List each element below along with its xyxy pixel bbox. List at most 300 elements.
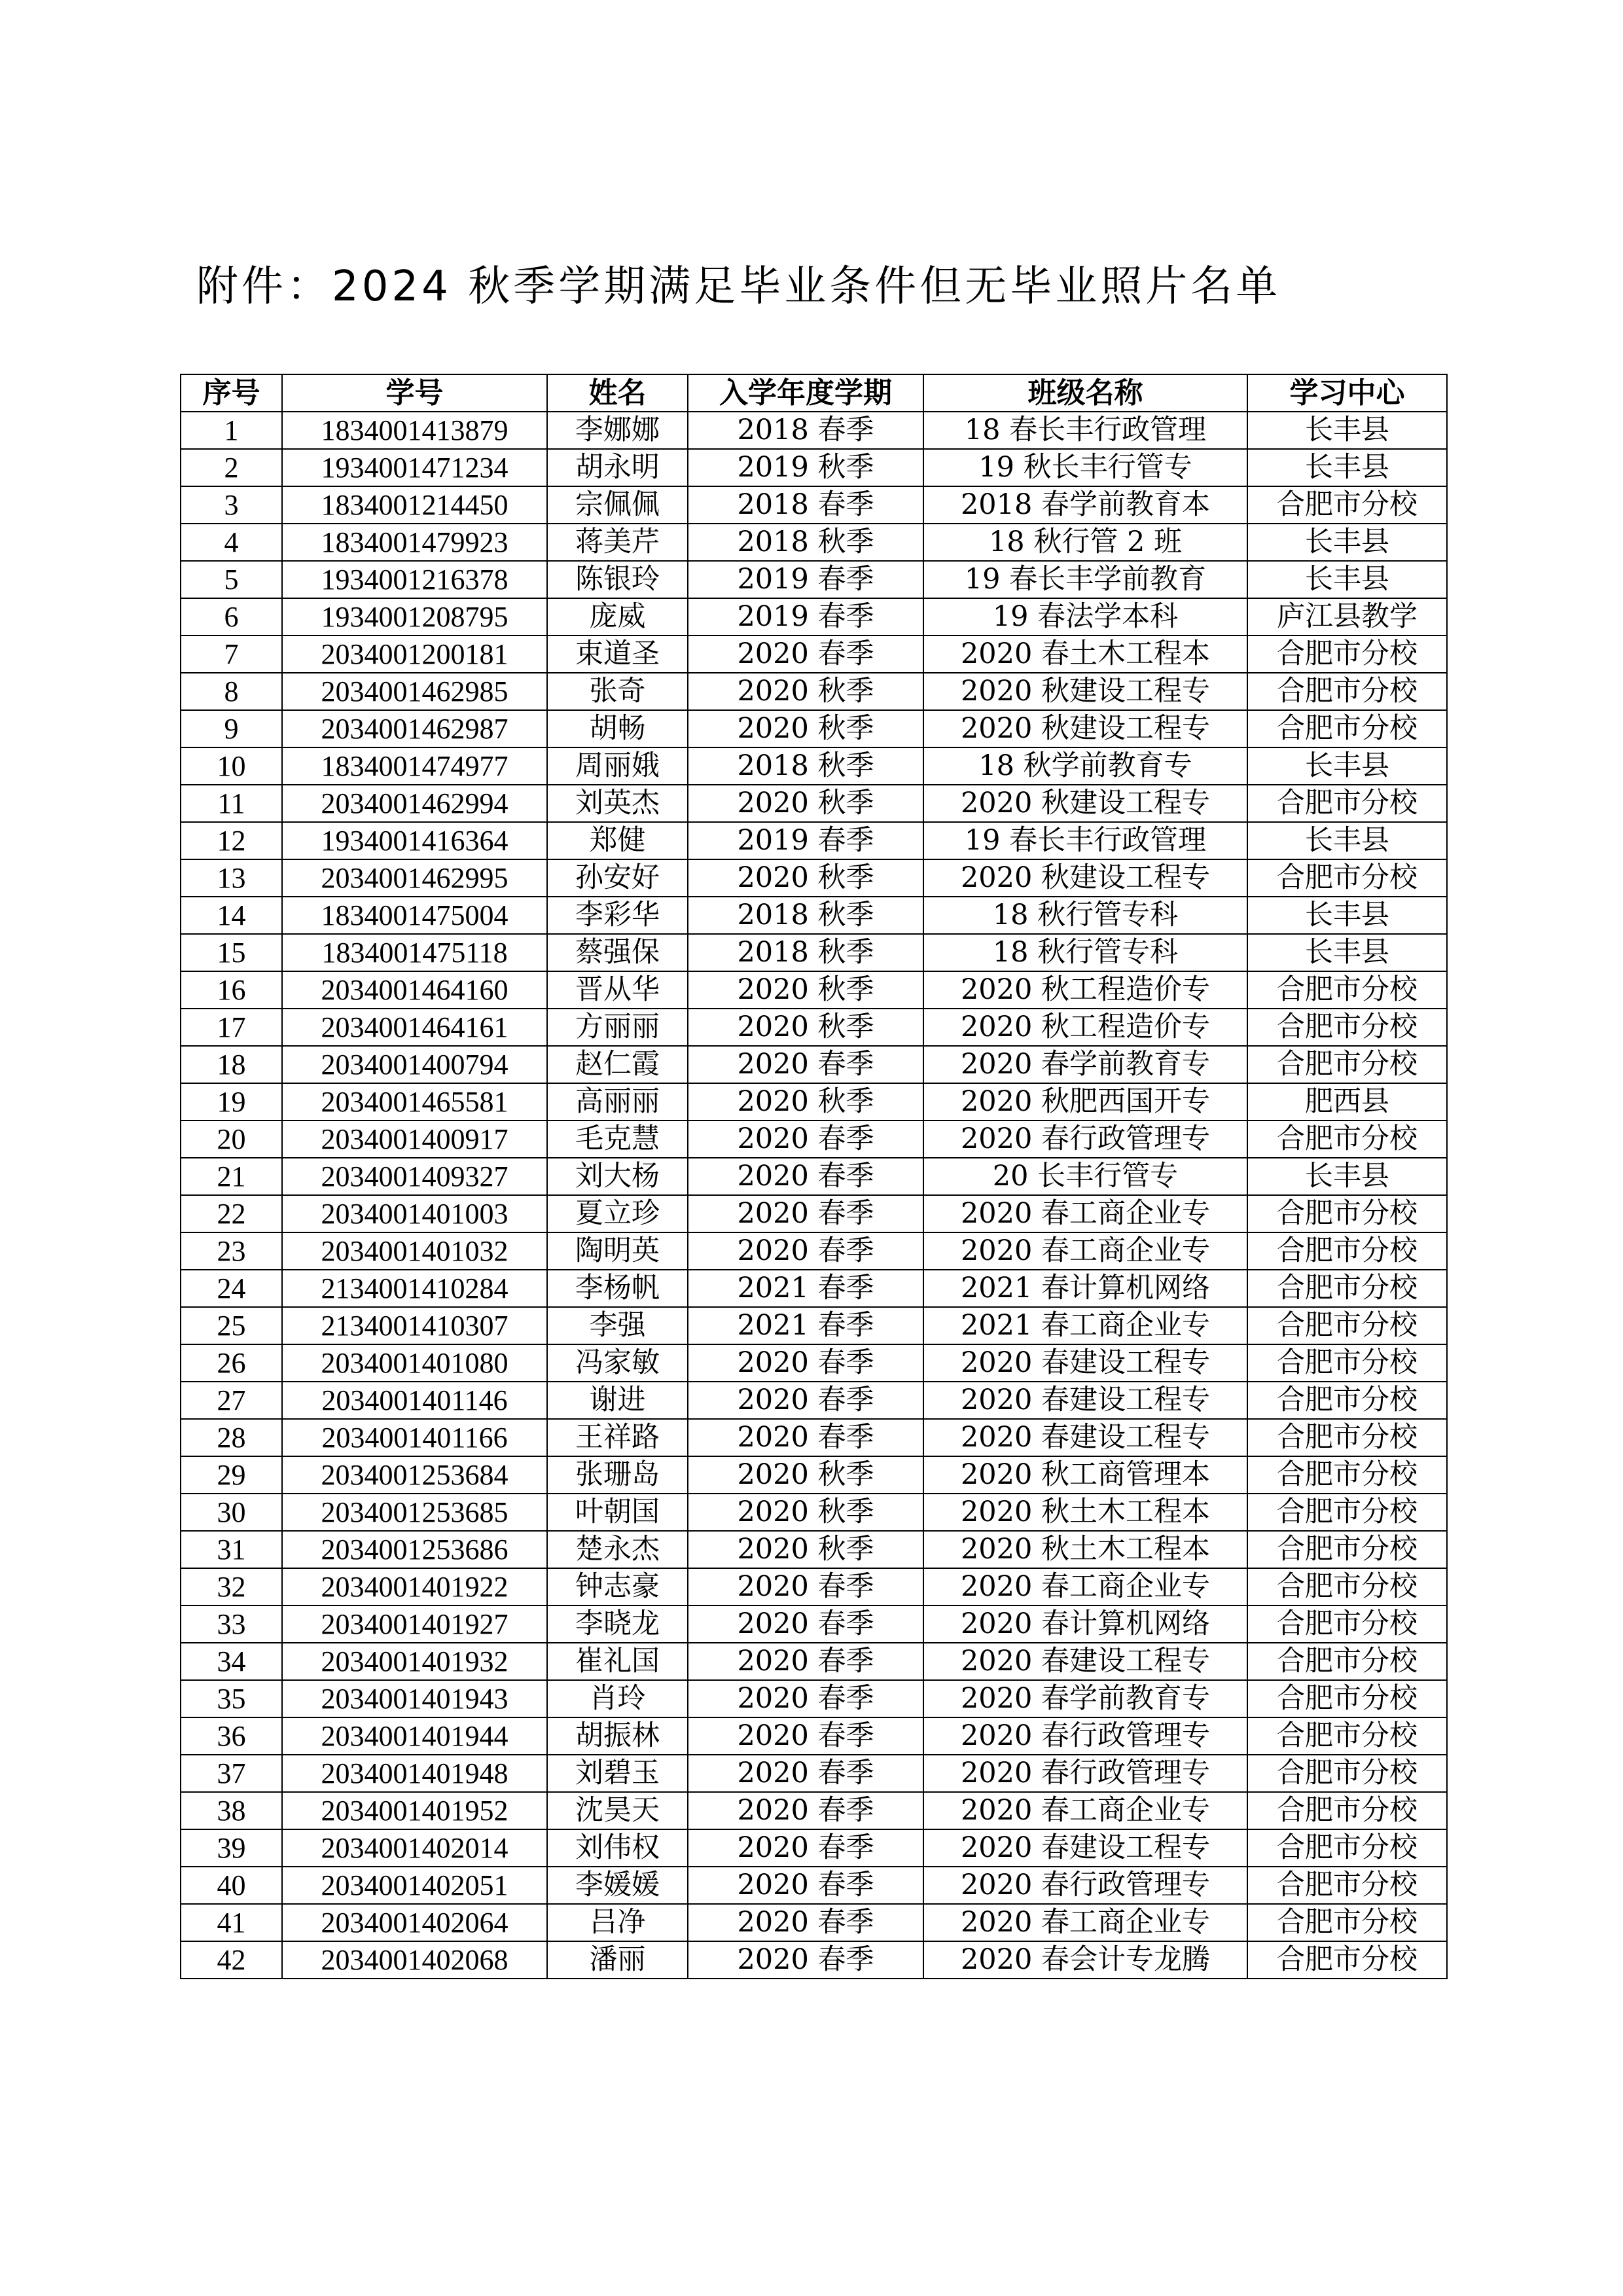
cell-student-id: 2034001465581 xyxy=(282,1083,547,1121)
cell-index: 8 xyxy=(181,673,282,710)
cell-class-name: 18 秋行管 2 班 xyxy=(923,524,1247,561)
table-row xyxy=(181,1941,1447,1979)
cell-name: 李杨帆 xyxy=(547,1270,688,1307)
cell-index: 21 xyxy=(181,1158,282,1195)
cell-index: 20 xyxy=(181,1121,282,1158)
cell-enrollment-term: 2020 春季 xyxy=(688,1605,923,1643)
cell-index: 38 xyxy=(181,1792,282,1829)
cell-learning-center: 合肥市分校 xyxy=(1247,1009,1447,1046)
cell-class-name: 2020 春计算机网络 xyxy=(923,1605,1247,1643)
cell-name: 李强 xyxy=(547,1307,688,1344)
cell-learning-center: 合肥市分校 xyxy=(1247,710,1447,747)
cell-name: 蒋美芹 xyxy=(547,524,688,561)
table-row xyxy=(181,1867,1447,1904)
table-row xyxy=(181,598,1447,636)
cell-learning-center: 合肥市分校 xyxy=(1247,1344,1447,1382)
cell-class-name: 2020 春土木工程本 xyxy=(923,636,1247,673)
table-row xyxy=(181,747,1447,785)
cell-class-name: 2020 秋建设工程专 xyxy=(923,710,1247,747)
cell-index: 9 xyxy=(181,710,282,747)
cell-class-name: 19 秋长丰行管专 xyxy=(923,449,1247,486)
cell-name: 胡永明 xyxy=(547,449,688,486)
cell-student-id: 2034001253684 xyxy=(282,1456,547,1494)
cell-enrollment-term: 2018 秋季 xyxy=(688,747,923,785)
table-row xyxy=(181,1419,1447,1456)
table-row xyxy=(181,1158,1447,1195)
cell-student-id: 2034001401927 xyxy=(282,1605,547,1643)
cell-learning-center: 合肥市分校 xyxy=(1247,1904,1447,1941)
cell-student-id: 2034001462987 xyxy=(282,710,547,747)
cell-enrollment-term: 2020 春季 xyxy=(688,1344,923,1382)
cell-learning-center: 合肥市分校 xyxy=(1247,1046,1447,1083)
cell-index: 42 xyxy=(181,1941,282,1979)
cell-class-name: 2020 秋土木工程本 xyxy=(923,1494,1247,1531)
cell-class-name: 18 春长丰行政管理 xyxy=(923,412,1247,449)
cell-learning-center: 合肥市分校 xyxy=(1247,1456,1447,1494)
cell-learning-center: 合肥市分校 xyxy=(1247,1680,1447,1717)
header-learning-center: 学习中心 xyxy=(1247,374,1447,412)
cell-name: 胡振林 xyxy=(547,1717,688,1755)
cell-name: 叶朝国 xyxy=(547,1494,688,1531)
cell-index: 16 xyxy=(181,971,282,1009)
cell-enrollment-term: 2020 春季 xyxy=(688,1941,923,1979)
cell-class-name: 2020 春工商企业专 xyxy=(923,1792,1247,1829)
cell-enrollment-term: 2020 秋季 xyxy=(688,710,923,747)
cell-enrollment-term: 2020 秋季 xyxy=(688,971,923,1009)
cell-name: 晋从华 xyxy=(547,971,688,1009)
cell-student-id: 2034001400917 xyxy=(282,1121,547,1158)
cell-enrollment-term: 2020 秋季 xyxy=(688,673,923,710)
cell-learning-center: 长丰县 xyxy=(1247,897,1447,934)
table-row xyxy=(181,486,1447,524)
cell-index: 1 xyxy=(181,412,282,449)
table-row xyxy=(181,1494,1447,1531)
cell-learning-center: 合肥市分校 xyxy=(1247,1755,1447,1792)
cell-class-name: 2020 春建设工程专 xyxy=(923,1829,1247,1867)
cell-name: 方丽丽 xyxy=(547,1009,688,1046)
cell-student-id: 2034001401922 xyxy=(282,1568,547,1605)
cell-learning-center: 长丰县 xyxy=(1247,1158,1447,1195)
cell-student-id: 2034001464161 xyxy=(282,1009,547,1046)
cell-index: 37 xyxy=(181,1755,282,1792)
header-name: 姓名 xyxy=(547,374,688,412)
cell-student-id: 1834001474977 xyxy=(282,747,547,785)
header-student-id: 学号 xyxy=(282,374,547,412)
cell-student-id: 1834001479923 xyxy=(282,524,547,561)
cell-learning-center: 长丰县 xyxy=(1247,524,1447,561)
table-row xyxy=(181,1307,1447,1344)
cell-index: 30 xyxy=(181,1494,282,1531)
cell-enrollment-term: 2020 春季 xyxy=(688,1755,923,1792)
cell-learning-center: 长丰县 xyxy=(1247,561,1447,598)
cell-student-id: 2034001462985 xyxy=(282,673,547,710)
cell-enrollment-term: 2020 春季 xyxy=(688,1643,923,1680)
graduate-roster-table xyxy=(180,374,1448,1979)
cell-name: 李娜娜 xyxy=(547,412,688,449)
cell-name: 冯家敏 xyxy=(547,1344,688,1382)
table-row xyxy=(181,636,1447,673)
cell-learning-center: 合肥市分校 xyxy=(1247,486,1447,524)
cell-student-id: 1934001416364 xyxy=(282,822,547,859)
cell-enrollment-term: 2020 秋季 xyxy=(688,785,923,822)
cell-class-name: 2020 春行政管理专 xyxy=(923,1867,1247,1904)
table-row xyxy=(181,1829,1447,1867)
cell-learning-center: 合肥市分校 xyxy=(1247,1717,1447,1755)
cell-learning-center: 合肥市分校 xyxy=(1247,785,1447,822)
cell-enrollment-term: 2020 春季 xyxy=(688,1382,923,1419)
cell-name: 沈昊天 xyxy=(547,1792,688,1829)
cell-enrollment-term: 2018 春季 xyxy=(688,486,923,524)
cell-class-name: 2020 秋建设工程专 xyxy=(923,673,1247,710)
cell-student-id: 2034001402068 xyxy=(282,1941,547,1979)
table-row xyxy=(181,1382,1447,1419)
table-row xyxy=(181,1605,1447,1643)
cell-class-name: 19 春长丰行政管理 xyxy=(923,822,1247,859)
cell-class-name: 2020 春建设工程专 xyxy=(923,1643,1247,1680)
cell-index: 41 xyxy=(181,1904,282,1941)
cell-learning-center: 合肥市分校 xyxy=(1247,636,1447,673)
cell-learning-center: 长丰县 xyxy=(1247,822,1447,859)
cell-index: 15 xyxy=(181,934,282,971)
table-row xyxy=(181,412,1447,449)
cell-index: 26 xyxy=(181,1344,282,1382)
cell-class-name: 2020 秋工程造价专 xyxy=(923,971,1247,1009)
cell-name: 谢进 xyxy=(547,1382,688,1419)
cell-student-id: 2034001402014 xyxy=(282,1829,547,1867)
cell-student-id: 2134001410284 xyxy=(282,1270,547,1307)
cell-learning-center: 合肥市分校 xyxy=(1247,1121,1447,1158)
cell-enrollment-term: 2020 秋季 xyxy=(688,1009,923,1046)
table-row xyxy=(181,859,1447,897)
cell-learning-center: 合肥市分校 xyxy=(1247,1605,1447,1643)
cell-index: 4 xyxy=(181,524,282,561)
cell-name: 毛克慧 xyxy=(547,1121,688,1158)
table-row xyxy=(181,934,1447,971)
cell-class-name: 2020 春行政管理专 xyxy=(923,1755,1247,1792)
cell-learning-center: 合肥市分校 xyxy=(1247,1270,1447,1307)
cell-student-id: 2034001401944 xyxy=(282,1717,547,1755)
cell-student-id: 2034001401080 xyxy=(282,1344,547,1382)
cell-student-id: 2034001462994 xyxy=(282,785,547,822)
cell-enrollment-term: 2018 秋季 xyxy=(688,524,923,561)
cell-student-id: 1934001471234 xyxy=(282,449,547,486)
cell-student-id: 1834001475004 xyxy=(282,897,547,934)
cell-index: 32 xyxy=(181,1568,282,1605)
cell-index: 19 xyxy=(181,1083,282,1121)
cell-name: 刘伟权 xyxy=(547,1829,688,1867)
cell-student-id: 1834001413879 xyxy=(282,412,547,449)
table-row xyxy=(181,673,1447,710)
cell-student-id: 2134001410307 xyxy=(282,1307,547,1344)
cell-student-id: 2034001401932 xyxy=(282,1643,547,1680)
cell-class-name: 2021 春计算机网络 xyxy=(923,1270,1247,1307)
cell-enrollment-term: 2020 春季 xyxy=(688,1232,923,1270)
cell-enrollment-term: 2020 春季 xyxy=(688,1680,923,1717)
table-body xyxy=(181,412,1447,1979)
cell-learning-center: 合肥市分校 xyxy=(1247,1494,1447,1531)
cell-enrollment-term: 2020 春季 xyxy=(688,1121,923,1158)
cell-index: 34 xyxy=(181,1643,282,1680)
cell-class-name: 18 秋学前教育专 xyxy=(923,747,1247,785)
cell-name: 李彩华 xyxy=(547,897,688,934)
cell-class-name: 2021 春工商企业专 xyxy=(923,1307,1247,1344)
cell-learning-center: 合肥市分校 xyxy=(1247,673,1447,710)
cell-class-name: 2020 秋工程造价专 xyxy=(923,1009,1247,1046)
cell-enrollment-term: 2021 春季 xyxy=(688,1270,923,1307)
cell-name: 张奇 xyxy=(547,673,688,710)
cell-learning-center: 合肥市分校 xyxy=(1247,1829,1447,1867)
cell-name: 高丽丽 xyxy=(547,1083,688,1121)
table-row xyxy=(181,1083,1447,1121)
cell-learning-center: 合肥市分校 xyxy=(1247,1195,1447,1232)
table-row xyxy=(181,1531,1447,1568)
cell-enrollment-term: 2018 秋季 xyxy=(688,897,923,934)
cell-enrollment-term: 2019 春季 xyxy=(688,598,923,636)
cell-student-id: 2034001409327 xyxy=(282,1158,547,1195)
cell-index: 23 xyxy=(181,1232,282,1270)
table-row xyxy=(181,1792,1447,1829)
cell-class-name: 2020 春建设工程专 xyxy=(923,1419,1247,1456)
cell-student-id: 2034001402051 xyxy=(282,1867,547,1904)
cell-name: 刘英杰 xyxy=(547,785,688,822)
cell-class-name: 2020 秋工商管理本 xyxy=(923,1456,1247,1494)
cell-enrollment-term: 2019 秋季 xyxy=(688,449,923,486)
cell-class-name: 2020 春行政管理专 xyxy=(923,1121,1247,1158)
cell-enrollment-term: 2020 秋季 xyxy=(688,859,923,897)
cell-name: 张珊岛 xyxy=(547,1456,688,1494)
cell-student-id: 2034001400794 xyxy=(282,1046,547,1083)
cell-learning-center: 合肥市分校 xyxy=(1247,1232,1447,1270)
cell-index: 13 xyxy=(181,859,282,897)
header-index: 序号 xyxy=(181,374,282,412)
cell-index: 35 xyxy=(181,1680,282,1717)
cell-class-name: 2020 春建设工程专 xyxy=(923,1382,1247,1419)
cell-learning-center: 合肥市分校 xyxy=(1247,1643,1447,1680)
cell-student-id: 1934001216378 xyxy=(282,561,547,598)
cell-class-name: 2020 秋土木工程本 xyxy=(923,1531,1247,1568)
cell-enrollment-term: 2018 秋季 xyxy=(688,934,923,971)
cell-index: 27 xyxy=(181,1382,282,1419)
cell-student-id: 2034001253686 xyxy=(282,1531,547,1568)
cell-name: 宗佩佩 xyxy=(547,486,688,524)
cell-student-id: 2034001401146 xyxy=(282,1382,547,1419)
cell-student-id: 2034001401032 xyxy=(282,1232,547,1270)
cell-enrollment-term: 2020 春季 xyxy=(688,1568,923,1605)
cell-class-name: 2020 春建设工程专 xyxy=(923,1344,1247,1382)
cell-learning-center: 合肥市分校 xyxy=(1247,1531,1447,1568)
cell-enrollment-term: 2020 春季 xyxy=(688,1717,923,1755)
cell-learning-center: 合肥市分校 xyxy=(1247,1419,1447,1456)
cell-index: 17 xyxy=(181,1009,282,1046)
cell-student-id: 2034001401948 xyxy=(282,1755,547,1792)
cell-class-name: 2020 秋建设工程专 xyxy=(923,859,1247,897)
cell-index: 6 xyxy=(181,598,282,636)
table-row xyxy=(181,1717,1447,1755)
table-row xyxy=(181,822,1447,859)
cell-name: 孙安好 xyxy=(547,859,688,897)
header-class-name: 班级名称 xyxy=(923,374,1247,412)
cell-name: 吕净 xyxy=(547,1904,688,1941)
header-enrollment-term: 入学年度学期 xyxy=(688,374,923,412)
cell-index: 10 xyxy=(181,747,282,785)
cell-student-id: 2034001401952 xyxy=(282,1792,547,1829)
cell-name: 束道圣 xyxy=(547,636,688,673)
cell-learning-center: 合肥市分校 xyxy=(1247,971,1447,1009)
cell-name: 郑健 xyxy=(547,822,688,859)
cell-index: 40 xyxy=(181,1867,282,1904)
table-row xyxy=(181,524,1447,561)
cell-class-name: 2020 春工商企业专 xyxy=(923,1904,1247,1941)
cell-student-id: 1934001208795 xyxy=(282,598,547,636)
cell-learning-center: 合肥市分校 xyxy=(1247,1568,1447,1605)
cell-class-name: 2020 春学前教育专 xyxy=(923,1680,1247,1717)
table-row xyxy=(181,1904,1447,1941)
cell-index: 31 xyxy=(181,1531,282,1568)
cell-enrollment-term: 2020 春季 xyxy=(688,1158,923,1195)
cell-name: 钟志豪 xyxy=(547,1568,688,1605)
cell-index: 29 xyxy=(181,1456,282,1494)
cell-learning-center: 合肥市分校 xyxy=(1247,1792,1447,1829)
cell-index: 12 xyxy=(181,822,282,859)
table-row xyxy=(181,710,1447,747)
cell-index: 18 xyxy=(181,1046,282,1083)
cell-class-name: 2020 春工商企业专 xyxy=(923,1232,1247,1270)
cell-student-id: 2034001401003 xyxy=(282,1195,547,1232)
cell-name: 庞威 xyxy=(547,598,688,636)
table-row xyxy=(181,1680,1447,1717)
cell-class-name: 2020 秋建设工程专 xyxy=(923,785,1247,822)
table-row xyxy=(181,1344,1447,1382)
cell-enrollment-term: 2020 春季 xyxy=(688,1829,923,1867)
cell-class-name: 2020 春工商企业专 xyxy=(923,1195,1247,1232)
cell-student-id: 2034001464160 xyxy=(282,971,547,1009)
cell-index: 22 xyxy=(181,1195,282,1232)
cell-enrollment-term: 2021 春季 xyxy=(688,1307,923,1344)
cell-index: 25 xyxy=(181,1307,282,1344)
cell-enrollment-term: 2020 春季 xyxy=(688,636,923,673)
cell-name: 刘碧玉 xyxy=(547,1755,688,1792)
cell-learning-center: 合肥市分校 xyxy=(1247,859,1447,897)
table-row xyxy=(181,1046,1447,1083)
cell-enrollment-term: 2020 春季 xyxy=(688,1792,923,1829)
cell-class-name: 2020 春学前教育专 xyxy=(923,1046,1247,1083)
cell-index: 2 xyxy=(181,449,282,486)
cell-student-id: 2034001462995 xyxy=(282,859,547,897)
cell-learning-center: 合肥市分校 xyxy=(1247,1941,1447,1979)
cell-class-name: 2020 秋肥西国开专 xyxy=(923,1083,1247,1121)
cell-index: 33 xyxy=(181,1605,282,1643)
cell-class-name: 2020 春会计专龙腾 xyxy=(923,1941,1247,1979)
table-row xyxy=(181,449,1447,486)
cell-name: 楚永杰 xyxy=(547,1531,688,1568)
cell-name: 周丽娥 xyxy=(547,747,688,785)
cell-name: 肖玲 xyxy=(547,1680,688,1717)
table-row xyxy=(181,971,1447,1009)
table-row xyxy=(181,1568,1447,1605)
cell-student-id: 1834001214450 xyxy=(282,486,547,524)
table-row xyxy=(181,1456,1447,1494)
cell-student-id: 2034001401166 xyxy=(282,1419,547,1456)
table-row xyxy=(181,1755,1447,1792)
page-title: 附件：2024 秋季学期满足毕业条件但无毕业照片名单 xyxy=(196,262,1281,311)
cell-name: 蔡强保 xyxy=(547,934,688,971)
cell-class-name: 2020 春工商企业专 xyxy=(923,1568,1247,1605)
cell-name: 刘大杨 xyxy=(547,1158,688,1195)
table-row xyxy=(181,1195,1447,1232)
cell-student-id: 2034001200181 xyxy=(282,636,547,673)
table-row xyxy=(181,785,1447,822)
cell-name: 李晓龙 xyxy=(547,1605,688,1643)
cell-enrollment-term: 2020 秋季 xyxy=(688,1083,923,1121)
cell-learning-center: 长丰县 xyxy=(1247,412,1447,449)
cell-name: 陈银玲 xyxy=(547,561,688,598)
table-row xyxy=(181,1121,1447,1158)
cell-student-id: 2034001402064 xyxy=(282,1904,547,1941)
cell-enrollment-term: 2020 秋季 xyxy=(688,1456,923,1494)
table-header-row xyxy=(181,374,1447,412)
cell-learning-center: 肥西县 xyxy=(1247,1083,1447,1121)
cell-index: 24 xyxy=(181,1270,282,1307)
cell-enrollment-term: 2020 春季 xyxy=(688,1046,923,1083)
cell-name: 陶明英 xyxy=(547,1232,688,1270)
table-row xyxy=(181,1270,1447,1307)
table-row xyxy=(181,1643,1447,1680)
cell-index: 7 xyxy=(181,636,282,673)
cell-enrollment-term: 2019 春季 xyxy=(688,561,923,598)
table-row xyxy=(181,897,1447,934)
table-row xyxy=(181,1232,1447,1270)
cell-enrollment-term: 2020 秋季 xyxy=(688,1531,923,1568)
table-row xyxy=(181,1009,1447,1046)
cell-name: 潘丽 xyxy=(547,1941,688,1979)
cell-class-name: 2018 春学前教育本 xyxy=(923,486,1247,524)
cell-name: 胡畅 xyxy=(547,710,688,747)
cell-class-name: 19 春长丰学前教育 xyxy=(923,561,1247,598)
cell-student-id: 2034001401943 xyxy=(282,1680,547,1717)
table-row xyxy=(181,561,1447,598)
cell-index: 14 xyxy=(181,897,282,934)
cell-student-id: 1834001475118 xyxy=(282,934,547,971)
cell-name: 赵仁霞 xyxy=(547,1046,688,1083)
cell-enrollment-term: 2020 春季 xyxy=(688,1195,923,1232)
cell-name: 崔礼国 xyxy=(547,1643,688,1680)
cell-class-name: 18 秋行管专科 xyxy=(923,934,1247,971)
cell-enrollment-term: 2020 秋季 xyxy=(688,1494,923,1531)
cell-index: 39 xyxy=(181,1829,282,1867)
cell-index: 11 xyxy=(181,785,282,822)
cell-name: 王祥路 xyxy=(547,1419,688,1456)
cell-enrollment-term: 2020 春季 xyxy=(688,1904,923,1941)
cell-enrollment-term: 2018 春季 xyxy=(688,412,923,449)
cell-class-name: 18 秋行管专科 xyxy=(923,897,1247,934)
cell-enrollment-term: 2020 春季 xyxy=(688,1867,923,1904)
cell-enrollment-term: 2019 春季 xyxy=(688,822,923,859)
cell-name: 夏立珍 xyxy=(547,1195,688,1232)
cell-enrollment-term: 2020 春季 xyxy=(688,1419,923,1456)
cell-student-id: 2034001253685 xyxy=(282,1494,547,1531)
cell-name: 李媛媛 xyxy=(547,1867,688,1904)
cell-index: 36 xyxy=(181,1717,282,1755)
cell-index: 3 xyxy=(181,486,282,524)
cell-learning-center: 长丰县 xyxy=(1247,934,1447,971)
cell-learning-center: 合肥市分校 xyxy=(1247,1382,1447,1419)
cell-learning-center: 合肥市分校 xyxy=(1247,1867,1447,1904)
cell-learning-center: 长丰县 xyxy=(1247,449,1447,486)
cell-class-name: 20 长丰行管专 xyxy=(923,1158,1247,1195)
cell-index: 5 xyxy=(181,561,282,598)
cell-class-name: 2020 春行政管理专 xyxy=(923,1717,1247,1755)
cell-index: 28 xyxy=(181,1419,282,1456)
